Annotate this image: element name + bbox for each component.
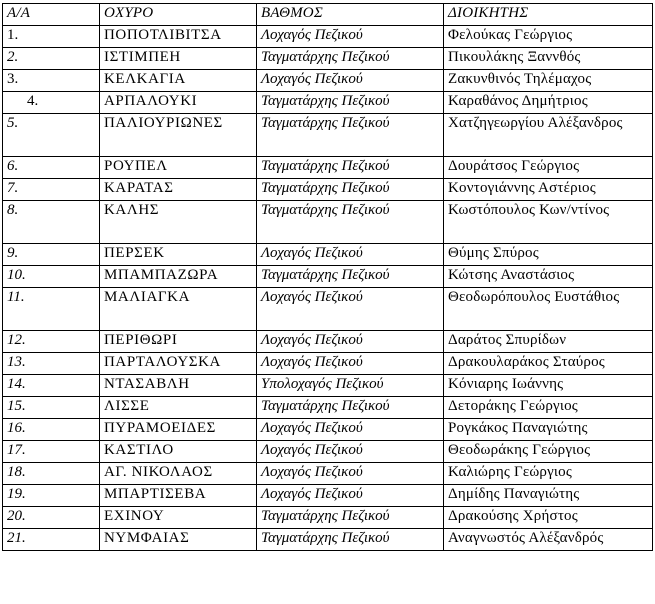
- row-number: 17.: [3, 441, 100, 463]
- rank: Λοχαγός Πεζικού: [257, 441, 444, 463]
- table-row: [3, 244, 653, 266]
- fort-name: ΚΑΛΗΣ: [100, 201, 257, 244]
- row-number: 7.: [3, 179, 100, 201]
- table-row: [3, 48, 653, 70]
- commander: Ζακυνθινός Τηλέμαχος: [444, 70, 653, 92]
- fort-name: ΑΓ. ΝΙΚΟΛΑΟΣ: [100, 463, 257, 485]
- fort-name: ΠΕΡΣΕΚ: [100, 244, 257, 266]
- row-number: 5.: [3, 114, 100, 157]
- row-number: 18.: [3, 463, 100, 485]
- rank: Λοχαγός Πεζικού: [257, 331, 444, 353]
- rank: Ταγματάρχης Πεζικού: [257, 201, 444, 244]
- commander: Κωστόπουλος Κων/ντίνος: [444, 201, 653, 244]
- commander: Δαράτος Σπυρίδων: [444, 331, 653, 353]
- header-cell-commander: ΔΙΟΙΚΗΤΗΣ: [444, 4, 653, 26]
- row-number: 3.: [3, 70, 100, 92]
- table-row: [3, 529, 653, 551]
- rank: Λοχαγός Πεζικού: [257, 288, 444, 331]
- commander: Κώτσης Αναστάσιος: [444, 266, 653, 288]
- commander: Φελούκας Γεώργιος: [444, 26, 653, 48]
- row-number: 19.: [3, 485, 100, 507]
- table-row: [3, 288, 653, 331]
- rank: Ταγματάρχης Πεζικού: [257, 397, 444, 419]
- rank: Ταγματάρχης Πεζικού: [257, 157, 444, 179]
- row-number: 9.: [3, 244, 100, 266]
- rank: Λοχαγός Πεζικού: [257, 419, 444, 441]
- fort-name: ΚΑΡΑΤΑΣ: [100, 179, 257, 201]
- commander: Δρακουλαράκος Σταύρος: [444, 353, 653, 375]
- commander: Χατζηγεωργίου Αλέξανδρος: [444, 114, 653, 157]
- commander: Πικουλάκης Ξαννθός: [444, 48, 653, 70]
- table-row: [3, 507, 653, 529]
- rank: Ταγματάρχης Πεζικού: [257, 92, 444, 114]
- commander: Κόνιαρης Ιωάννης: [444, 375, 653, 397]
- commander: Θεοδωράκης Γεώργιος: [444, 441, 653, 463]
- rank: Λοχαγός Πεζικού: [257, 463, 444, 485]
- commander: Καλιώρης Γεώργιος: [444, 463, 653, 485]
- commander: Καραθάνος Δημήτριος: [444, 92, 653, 114]
- row-number: 20.: [3, 507, 100, 529]
- fort-name: ΜΠΑΜΠΑΖΩΡΑ: [100, 266, 257, 288]
- row-number: 2.: [3, 48, 100, 70]
- rank: Ταγματάρχης Πεζικού: [257, 48, 444, 70]
- rank: Ταγματάρχης Πεζικού: [257, 507, 444, 529]
- table-row: [3, 92, 653, 114]
- fort-name: ΑΡΠΑΛΟΥΚΙ: [100, 92, 257, 114]
- table-row: [3, 201, 653, 244]
- fort-name: ΠΕΡΙΘΩΡΙ: [100, 331, 257, 353]
- header-cell-rank: ΒΑΘΜΟΣ: [257, 4, 444, 26]
- fort-name: ΠΥΡΑΜΟΕΙΔΕΣ: [100, 419, 257, 441]
- table-row: [3, 331, 653, 353]
- table-row: [3, 114, 653, 157]
- fort-name: ΕΧΙΝΟΥ: [100, 507, 257, 529]
- row-number: 4.: [3, 92, 100, 114]
- table-row: [3, 157, 653, 179]
- fort-name: ΡΟΥΠΕΛ: [100, 157, 257, 179]
- table-row: [3, 26, 653, 48]
- table-row: [3, 375, 653, 397]
- rank: Ταγματάρχης Πεζικού: [257, 179, 444, 201]
- fort-name: ΝΥΜΦΑΙΑΣ: [100, 529, 257, 551]
- header-cell-fort: ΟΧΥΡΟ: [100, 4, 257, 26]
- rank: Λοχαγός Πεζικού: [257, 70, 444, 92]
- row-number: 1.: [3, 26, 100, 48]
- commander: Αναγνωστός Αλέξανδρός: [444, 529, 653, 551]
- table-row: [3, 179, 653, 201]
- fort-name: ΚΑΣΤΙΛΟ: [100, 441, 257, 463]
- rank: Ταγματάρχης Πεζικού: [257, 114, 444, 157]
- row-number: 21.: [3, 529, 100, 551]
- commander: Ρογκάκος Παναγιώτης: [444, 419, 653, 441]
- fort-name: ΜΠΑΡΤΙΣΕΒΑ: [100, 485, 257, 507]
- fort-name: ΠΟΠΟΤΛΙΒΙΤΣΑ: [100, 26, 257, 48]
- fort-name: ΠΑΛΙΟΥΡΙΩΝΕΣ: [100, 114, 257, 157]
- rank: Λοχαγός Πεζικού: [257, 26, 444, 48]
- rank: Λοχαγός Πεζικού: [257, 353, 444, 375]
- commander: Δετοράκης Γεώργιος: [444, 397, 653, 419]
- row-number: 11.: [3, 288, 100, 331]
- commander: Δημίδης Παναγιώτης: [444, 485, 653, 507]
- commander: Θύμης Σπύρος: [444, 244, 653, 266]
- row-number: 6.: [3, 157, 100, 179]
- commander: Δρακούσης Χρήστος: [444, 507, 653, 529]
- rank: Ταγματάρχης Πεζικού: [257, 266, 444, 288]
- forts-table: [2, 3, 653, 551]
- table-row: [3, 353, 653, 375]
- row-number: 12.: [3, 331, 100, 353]
- fort-name: ΜΑΛΙΑΓΚΑ: [100, 288, 257, 331]
- table-row: [3, 441, 653, 463]
- row-number: 14.: [3, 375, 100, 397]
- row-number: 16.: [3, 419, 100, 441]
- table-row: [3, 70, 653, 92]
- row-number: 10.: [3, 266, 100, 288]
- fort-name: ΚΕΛΚΑΓΙΑ: [100, 70, 257, 92]
- header-row: [3, 4, 653, 26]
- commander: Κοντογιάννης Αστέριος: [444, 179, 653, 201]
- table-row: [3, 463, 653, 485]
- row-number: 8.: [3, 201, 100, 244]
- fort-name: ΠΑΡΤΑΛΟΥΣΚΑ: [100, 353, 257, 375]
- table-row: [3, 397, 653, 419]
- rank: Λοχαγός Πεζικού: [257, 485, 444, 507]
- fort-name: ΝΤΑΣΑΒΛΗ: [100, 375, 257, 397]
- rank: Υπολοχαγός Πεζικού: [257, 375, 444, 397]
- table-row: [3, 419, 653, 441]
- commander: Δουράτσος Γεώργιος: [444, 157, 653, 179]
- commander: Θεοδωρόπουλος Ευστάθιος: [444, 288, 653, 331]
- row-number: 13.: [3, 353, 100, 375]
- header-cell-aa: Α/Α: [3, 4, 100, 26]
- table-row: [3, 485, 653, 507]
- rank: Ταγματάρχης Πεζικού: [257, 529, 444, 551]
- fort-name: ΙΣΤΙΜΠΕΗ: [100, 48, 257, 70]
- fort-name: ΛΙΣΣΕ: [100, 397, 257, 419]
- row-number: 15.: [3, 397, 100, 419]
- table-row: [3, 266, 653, 288]
- rank: Λοχαγός Πεζικού: [257, 244, 444, 266]
